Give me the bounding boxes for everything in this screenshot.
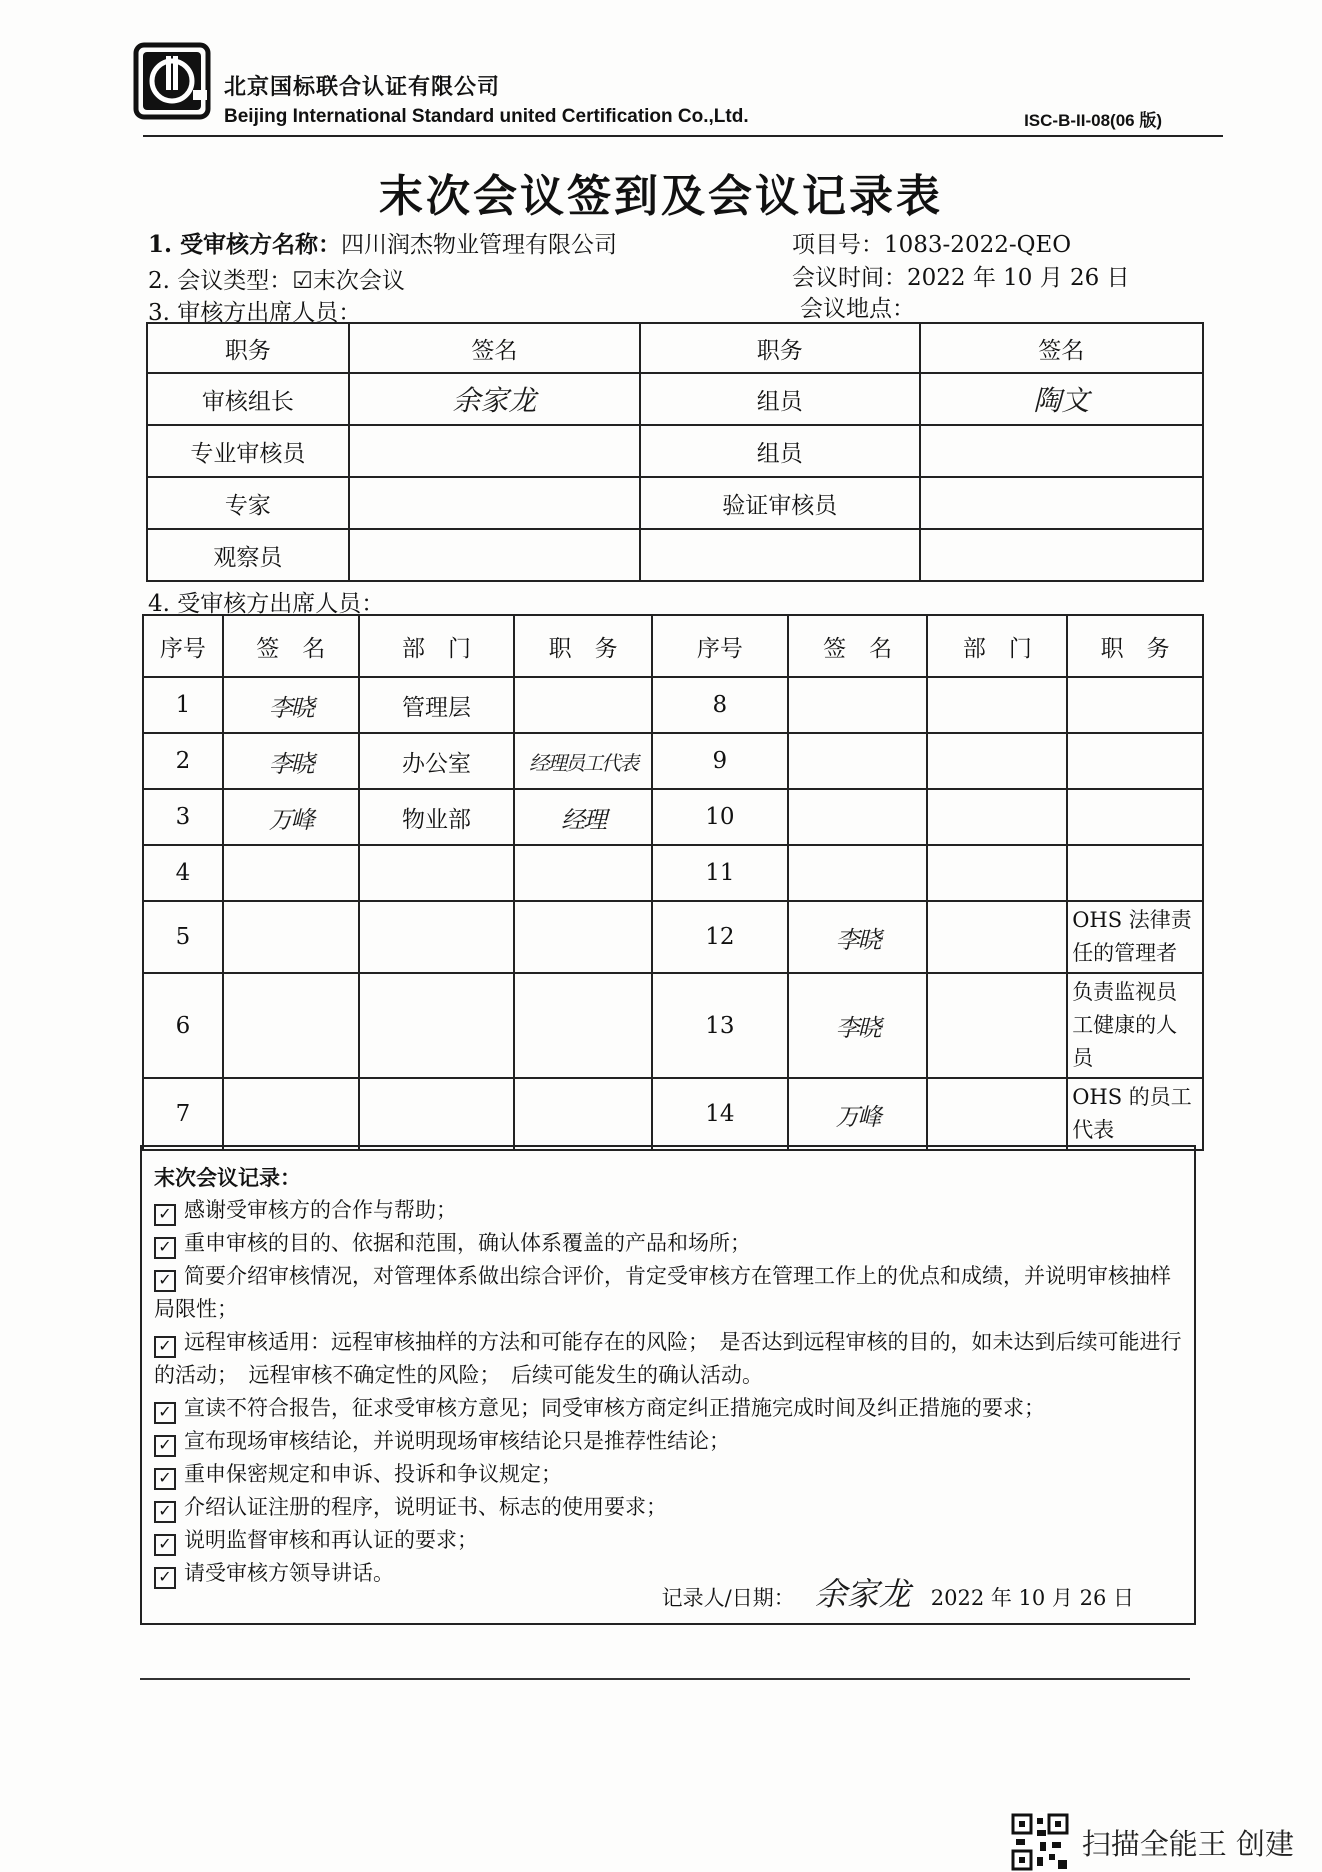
header-signature: 签 名: [223, 615, 359, 677]
role-cell: 专业审核员: [147, 425, 349, 477]
table-row: [147, 425, 1203, 477]
position-cell: [514, 973, 652, 1078]
recorder-signature: 余家龙: [814, 1575, 911, 1613]
seq-cell: 13: [652, 973, 788, 1078]
signature-cell: 李晓: [788, 973, 928, 1078]
auditee-label: 1. 受审核方名称：: [148, 231, 342, 258]
minutes-item: [154, 1227, 1182, 1260]
qr-code-icon: [1010, 1812, 1070, 1872]
minutes-item: [154, 1194, 1182, 1227]
signature-cell: 李晓: [223, 677, 359, 733]
signature-cell: [788, 677, 928, 733]
recorder-label: 记录人/日期：: [661, 1586, 795, 1610]
checkbox-checked-icon: ✓: [154, 1468, 176, 1490]
table-row: [147, 529, 1203, 581]
minutes-item-text: 远程审核适用：远程审核抽样的方法和可能存在的风险； 是否达到远程审核的目的，如未达到后续可能进行的活动； 远程审核不确定性的风险； 后续可能发生的确认活动。: [154, 1330, 1182, 1387]
signature-cell: [788, 733, 928, 789]
scanner-watermark: [1010, 1812, 1294, 1872]
minutes-item: [154, 1326, 1182, 1392]
signature-cell: 万峰: [223, 789, 359, 845]
department-cell: [927, 733, 1067, 789]
document-code: ISC-B-II-08(06 版): [1024, 111, 1162, 130]
header-divider: [143, 135, 1223, 137]
department-cell: 物业部: [359, 789, 515, 845]
minutes-item: [154, 1260, 1182, 1326]
department-cell: [927, 973, 1067, 1078]
minutes-item-text: 说明监督审核和再认证的要求；: [184, 1528, 478, 1552]
department-cell: [927, 1078, 1067, 1150]
seq-cell: 11: [652, 845, 788, 901]
company-name-cn: 北京国标联合认证有限公司: [224, 74, 501, 100]
seq-cell: 1: [143, 677, 223, 733]
position-cell: [514, 677, 652, 733]
meeting-time-label: 会议时间：: [792, 265, 907, 291]
minutes-item: [154, 1392, 1182, 1425]
checkbox-checked-icon: ✓: [154, 1534, 176, 1556]
department-cell: [359, 845, 515, 901]
table-row: [143, 901, 1203, 973]
checkbox-checked-icon: ✓: [154, 1501, 176, 1523]
footer-divider: [140, 1678, 1190, 1680]
role-cell: [640, 529, 919, 581]
header-department: 部 门: [927, 615, 1067, 677]
meeting-place-label: 会议地点：: [800, 296, 915, 322]
recorder-date: 2022 年 10 月 26 日: [930, 1586, 1134, 1610]
minutes-item-text: 宣布现场审核结论，并说明现场审核结论只是推荐性结论；: [184, 1429, 730, 1453]
role-cell: 组员: [640, 373, 919, 425]
position-cell: 经理: [514, 789, 652, 845]
minutes-item-text: 重申审核的目的、依据和范围，确认体系覆盖的产品和场所；: [184, 1231, 751, 1255]
minutes-item-text: 重申保密规定和申诉、投诉和争议规定；: [184, 1462, 562, 1486]
minutes-item: [154, 1425, 1182, 1458]
meeting-type-line: [148, 262, 405, 295]
minutes-item-text: 请受审核方领导讲话。: [184, 1561, 394, 1585]
minutes-item: [154, 1458, 1182, 1491]
auditee-attendees-label: 4. 受审核方出席人员：: [148, 591, 385, 617]
minutes-item: [154, 1491, 1182, 1524]
header-department: 部 门: [359, 615, 515, 677]
project-value: 1083-2022-QEO: [884, 232, 1072, 258]
auditee-value: 四川润杰物业管理有限公司: [341, 232, 618, 258]
checkbox-checked-icon: ✓: [154, 1237, 176, 1259]
meeting-time-line: [792, 259, 1130, 292]
watermark-text: 扫描全能王 创建: [1081, 1826, 1294, 1861]
department-cell: [359, 973, 515, 1078]
position-cell: [1067, 677, 1203, 733]
table-row: [143, 845, 1203, 901]
table-row: [143, 789, 1203, 845]
department-cell: [359, 1078, 515, 1150]
position-cell: [1067, 733, 1203, 789]
auditor-table-header: [147, 323, 1203, 373]
position-cell: OHS 的员工代表: [1067, 1078, 1203, 1150]
position-cell: [514, 1078, 652, 1150]
company-logo-icon: [133, 42, 211, 120]
position-cell: OHS 法律责任的管理者: [1067, 901, 1203, 973]
header-position: 职 务: [514, 615, 652, 677]
table-row: [143, 973, 1203, 1078]
table-row: [147, 477, 1203, 529]
signature-cell: 陶文: [920, 373, 1203, 425]
department-cell: [927, 901, 1067, 973]
signature-cell: [920, 425, 1203, 477]
signature-cell: [349, 529, 640, 581]
position-cell: [1067, 845, 1203, 901]
table-row: [143, 677, 1203, 733]
seq-cell: 3: [143, 789, 223, 845]
header-position: 职务: [640, 323, 919, 373]
signature-cell: 余家龙: [349, 373, 640, 425]
seq-cell: 7: [143, 1078, 223, 1150]
company-name-en: Beijing International Standard united Certification Co.,Ltd.: [224, 106, 749, 127]
role-cell: 专家: [147, 477, 349, 529]
department-cell: [927, 789, 1067, 845]
signature-cell: [788, 789, 928, 845]
seq-cell: 8: [652, 677, 788, 733]
minutes-item-text: 介绍认证注册的程序，说明证书、标志的使用要求；: [184, 1495, 667, 1519]
project-label: 项目号：: [792, 232, 884, 258]
seq-cell: 9: [652, 733, 788, 789]
minutes-item: [154, 1524, 1182, 1557]
header-signature: 签名: [920, 323, 1203, 373]
header-position: 职 务: [1067, 615, 1203, 677]
signature-cell: 万峰: [788, 1078, 928, 1150]
checkbox-checked-icon: ✓: [154, 1402, 176, 1424]
auditee-name-line: [148, 226, 617, 259]
seq-cell: 4: [143, 845, 223, 901]
header-seq: 序号: [143, 615, 223, 677]
project-number-line: [792, 226, 1071, 259]
signature-cell: [349, 425, 640, 477]
signature-cell: 李晓: [223, 733, 359, 789]
meeting-type-value: ☑末次会议: [292, 268, 405, 294]
minutes-item-text: 宣读不符合报告，征求受审核方意见；同受审核方商定纠正措施完成时间及纠正措施的要求；: [184, 1396, 1045, 1420]
position-cell: [514, 845, 652, 901]
table-row: [147, 373, 1203, 425]
auditor-attendees-label: 3. 审核方出席人员：: [148, 300, 362, 326]
meeting-type-label: 2. 会议类型：: [148, 268, 293, 294]
signature-cell: [920, 477, 1203, 529]
position-cell: [1067, 789, 1203, 845]
auditor-attendance-table: [146, 322, 1204, 582]
minutes-item-text: 感谢受审核方的合作与帮助；: [184, 1198, 457, 1222]
seq-cell: 10: [652, 789, 788, 845]
table-row: [143, 1078, 1203, 1150]
signature-cell: [349, 477, 640, 529]
role-cell: 验证审核员: [640, 477, 919, 529]
checkbox-checked-icon: ✓: [154, 1435, 176, 1457]
signature-cell: [223, 901, 359, 973]
meeting-time-value: 2022 年 10 月 26 日: [907, 265, 1130, 291]
signature-cell: [223, 973, 359, 1078]
table-row: [143, 733, 1203, 789]
position-cell: 经理员工代表: [514, 733, 652, 789]
page-title: 末次会议签到及会议记录表: [379, 171, 943, 222]
signature-cell: [920, 529, 1203, 581]
seq-cell: 2: [143, 733, 223, 789]
seq-cell: 12: [652, 901, 788, 973]
department-cell: 管理层: [359, 677, 515, 733]
department-cell: [927, 677, 1067, 733]
minutes-item-text: 简要介绍审核情况，对管理体系做出综合评价，肯定受审核方在管理工作上的优点和成绩，并说明审核抽样局限性；: [154, 1264, 1171, 1321]
role-cell: 组员: [640, 425, 919, 477]
meeting-minutes-box: [140, 1145, 1196, 1625]
seq-cell: 14: [652, 1078, 788, 1150]
department-cell: [359, 901, 515, 973]
role-cell: 审核组长: [147, 373, 349, 425]
department-cell: 办公室: [359, 733, 515, 789]
position-cell: [514, 901, 652, 973]
checkbox-checked-icon: ✓: [154, 1270, 176, 1292]
header-seq: 序号: [652, 615, 788, 677]
checkbox-checked-icon: ✓: [154, 1336, 176, 1358]
checkbox-checked-icon: ✓: [154, 1204, 176, 1226]
auditee-table-header: [143, 615, 1203, 677]
position-cell: 负责监视员工健康的人员: [1067, 973, 1203, 1078]
signature-cell: [788, 845, 928, 901]
header-signature: 签名: [349, 323, 640, 373]
department-cell: [927, 845, 1067, 901]
signature-cell: 李晓: [788, 901, 928, 973]
auditee-attendance-table: [142, 614, 1204, 1151]
signature-cell: [223, 845, 359, 901]
minutes-title: 末次会议记录：: [154, 1165, 301, 1190]
recorder-line: [661, 1575, 1134, 1615]
role-cell: 观察员: [147, 529, 349, 581]
seq-cell: 6: [143, 973, 223, 1078]
header-signature: 签 名: [788, 615, 928, 677]
seq-cell: 5: [143, 901, 223, 973]
checkbox-checked-icon: ✓: [154, 1567, 176, 1589]
signature-cell: [223, 1078, 359, 1150]
header-position: 职务: [147, 323, 349, 373]
